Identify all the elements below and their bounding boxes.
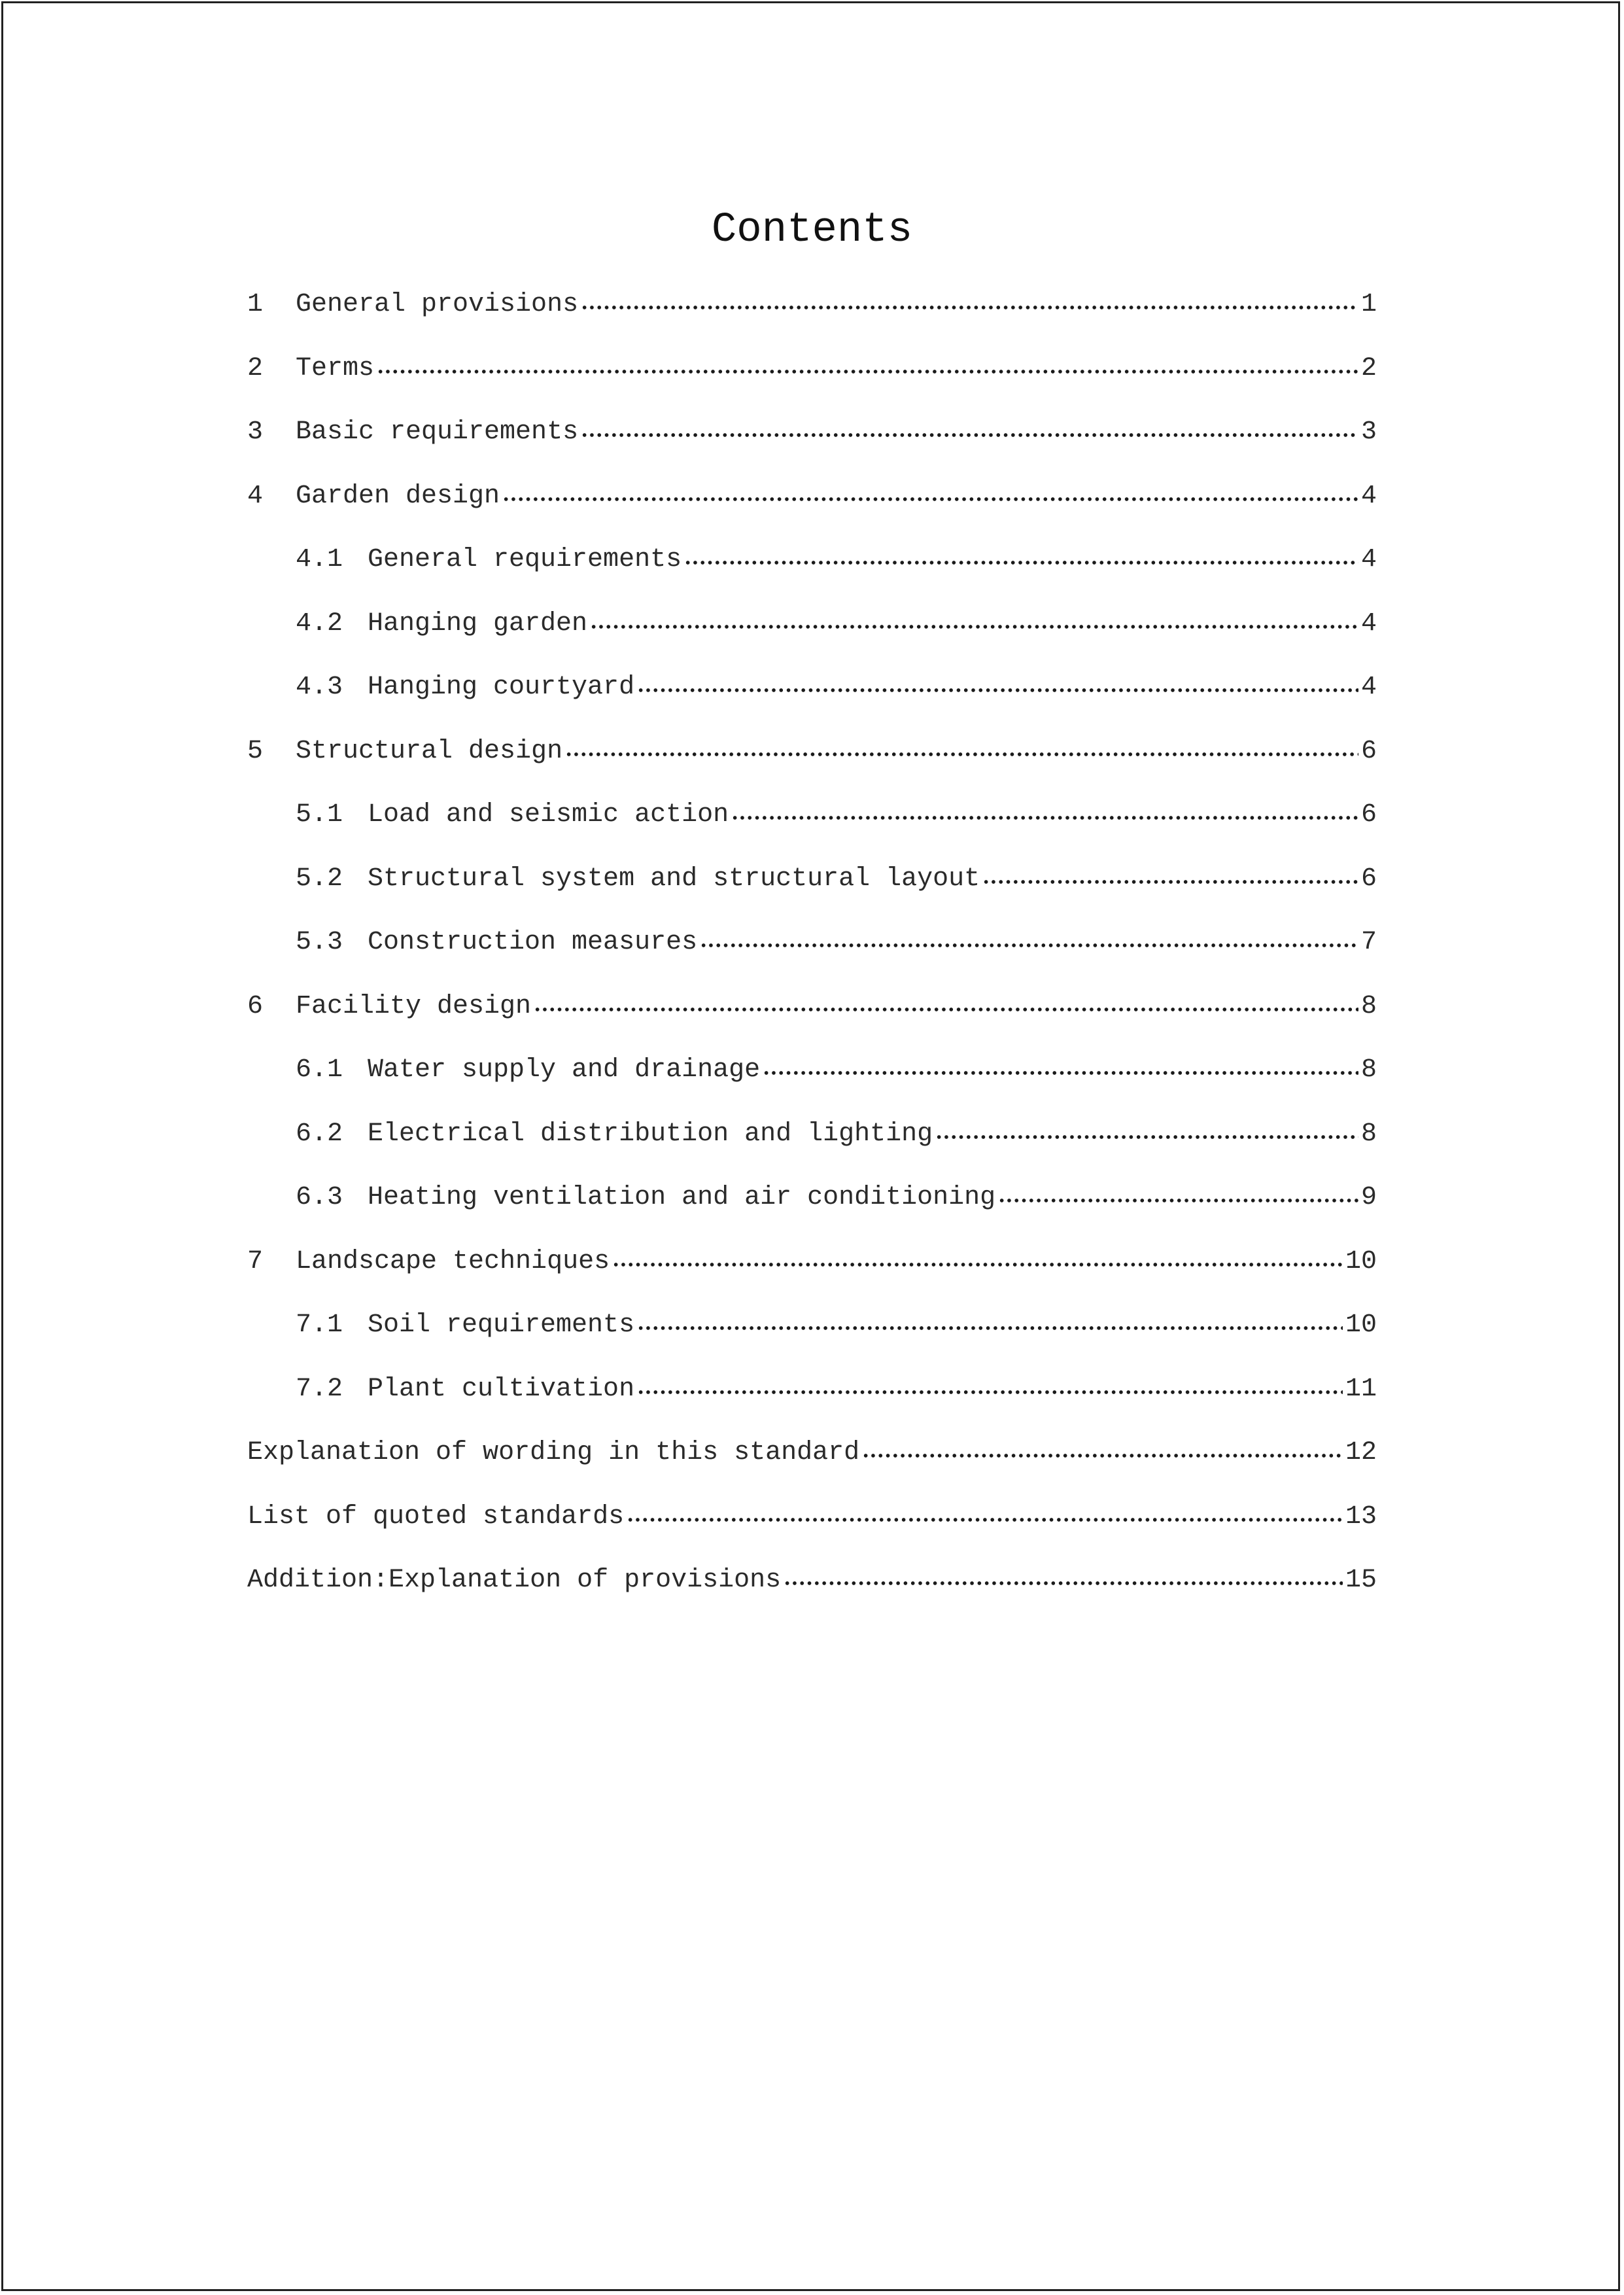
toc-entry-page-number: 12 (1345, 1438, 1377, 1467)
dot-leader (581, 306, 1358, 309)
dot-leader (581, 433, 1358, 437)
toc-entry[interactable] (296, 860, 1377, 899)
dot-leader (565, 752, 1358, 756)
toc-entry[interactable] (247, 1242, 1377, 1282)
toc-entry[interactable] (296, 604, 1377, 644)
dot-leader (612, 1263, 1343, 1267)
toc-entry[interactable] (247, 732, 1377, 771)
toc-entry-number: 7.2 (296, 1375, 343, 1404)
toc-entry-page-number: 4 (1360, 673, 1377, 702)
toc-entry-page-number: 2 (1360, 354, 1377, 383)
toc-entry-label: General requirements (368, 545, 682, 574)
dot-leader (700, 943, 1358, 947)
dot-leader (731, 816, 1358, 820)
page-title: Contents (711, 207, 913, 254)
dot-leader (935, 1135, 1358, 1139)
toc-entry-label: Garden design (296, 482, 500, 511)
toc-entry-page-number: 6 (1360, 864, 1377, 894)
toc-entry-page-number: 4 (1360, 545, 1377, 574)
toc-entry-label: Electrical distribution and lighting (368, 1119, 933, 1149)
toc-entry[interactable] (247, 987, 1377, 1026)
toc-entry-label: Basic requirements (296, 417, 579, 447)
toc-entry[interactable] (296, 540, 1377, 580)
toc-entry-number: 6 (247, 992, 264, 1021)
toc-entry-number: 5.1 (296, 800, 343, 830)
toc-entry-label: Addition:Explanation of provisions (247, 1566, 782, 1595)
toc-entry-number: 4 (247, 482, 264, 511)
toc-entry-page-number: 8 (1360, 1119, 1377, 1149)
toc-entry-label: Hanging courtyard (368, 673, 635, 702)
toc-entry-label: Structural design (296, 737, 563, 766)
toc-entry[interactable] (296, 1306, 1377, 1345)
toc-entry-number: 1 (247, 290, 264, 319)
toc-entry-number: 7 (247, 1247, 264, 1276)
toc-entry-label: Terms (296, 354, 375, 383)
dot-leader (684, 561, 1358, 565)
dot-leader (590, 625, 1358, 629)
toc-entry[interactable] (296, 796, 1377, 835)
toc-entry-number: 7.1 (296, 1310, 343, 1340)
toc-entry-page-number: 10 (1345, 1247, 1377, 1276)
toc-entry-page-number: 7 (1360, 928, 1377, 957)
toc-entry[interactable] (296, 1115, 1377, 1154)
toc-entry-page-number: 3 (1360, 417, 1377, 447)
dot-leader (637, 1390, 1343, 1394)
toc-entry-label: List of quoted standards (247, 1502, 625, 1532)
toc-entry-page-number: 15 (1345, 1566, 1377, 1595)
toc-entry[interactable] (296, 668, 1377, 707)
toc-entry-page-number: 13 (1345, 1502, 1377, 1532)
dot-leader (784, 1581, 1343, 1585)
toc-entry-page-number: 8 (1360, 992, 1377, 1021)
dot-leader (502, 497, 1358, 501)
dot-leader (763, 1071, 1358, 1075)
toc-entry-label: Heating ventilation and air conditioning (368, 1183, 996, 1212)
dot-leader (637, 688, 1358, 692)
toc-entry-page-number: 11 (1345, 1375, 1377, 1404)
dot-leader (534, 1007, 1358, 1011)
toc-entry-page-number: 10 (1345, 1310, 1377, 1340)
toc-entry-label: Structural system and structural layout (368, 864, 980, 894)
toc-entry-page-number: 6 (1360, 800, 1377, 830)
toc-entry[interactable] (247, 1433, 1377, 1473)
toc-entry[interactable] (296, 1370, 1377, 1409)
toc-entry-number: 6.2 (296, 1119, 343, 1149)
toc-entry-label: Soil requirements (368, 1310, 635, 1340)
toc-entry-number: 5.3 (296, 928, 343, 957)
toc-entry-page-number: 8 (1360, 1055, 1377, 1085)
toc-entry[interactable] (247, 477, 1377, 516)
toc-entry-number: 5.2 (296, 864, 343, 894)
toc-entry[interactable] (296, 923, 1377, 962)
dot-leader (637, 1326, 1343, 1330)
toc-entry-label: Explanation of wording in this standard (247, 1438, 860, 1467)
toc-entry-label: Hanging garden (368, 609, 588, 639)
toc-entry-label: Facility design (296, 992, 532, 1021)
toc-entry-number: 6.1 (296, 1055, 343, 1085)
toc-entry-label: General provisions (296, 290, 579, 319)
toc-entry-number: 2 (247, 354, 264, 383)
toc-entry[interactable] (247, 1561, 1377, 1600)
toc-entry-label: Landscape techniques (296, 1247, 610, 1276)
toc-entry[interactable] (296, 1051, 1377, 1090)
dot-leader (627, 1518, 1343, 1522)
toc-entry-number: 4.2 (296, 609, 343, 639)
toc-entry-page-number: 4 (1360, 482, 1377, 511)
toc-entry-number: 6.3 (296, 1183, 343, 1212)
toc-entry-number: 4.1 (296, 545, 343, 574)
toc-entry-number: 5 (247, 737, 264, 766)
toc-entry-page-number: 9 (1360, 1183, 1377, 1212)
toc-entry[interactable] (247, 1498, 1377, 1537)
toc-entry[interactable] (296, 1178, 1377, 1218)
dot-leader (998, 1199, 1358, 1202)
toc-entry-number: 3 (247, 417, 264, 447)
toc-entry-number: 4.3 (296, 673, 343, 702)
dot-leader (982, 880, 1358, 884)
toc-entry-page-number: 6 (1360, 737, 1377, 766)
dot-leader (862, 1454, 1343, 1458)
dot-leader (377, 370, 1358, 374)
toc-entry-label: Load and seismic action (368, 800, 729, 830)
toc-entry-page-number: 4 (1360, 609, 1377, 639)
toc-entry[interactable] (247, 349, 1377, 389)
toc-entry[interactable] (247, 413, 1377, 452)
toc-entry-page-number: 1 (1360, 290, 1377, 319)
toc-entry[interactable] (247, 285, 1377, 324)
toc-entry-label: Water supply and drainage (368, 1055, 761, 1085)
toc-entry-label: Construction measures (368, 928, 698, 957)
toc-entry-label: Plant cultivation (368, 1375, 635, 1404)
